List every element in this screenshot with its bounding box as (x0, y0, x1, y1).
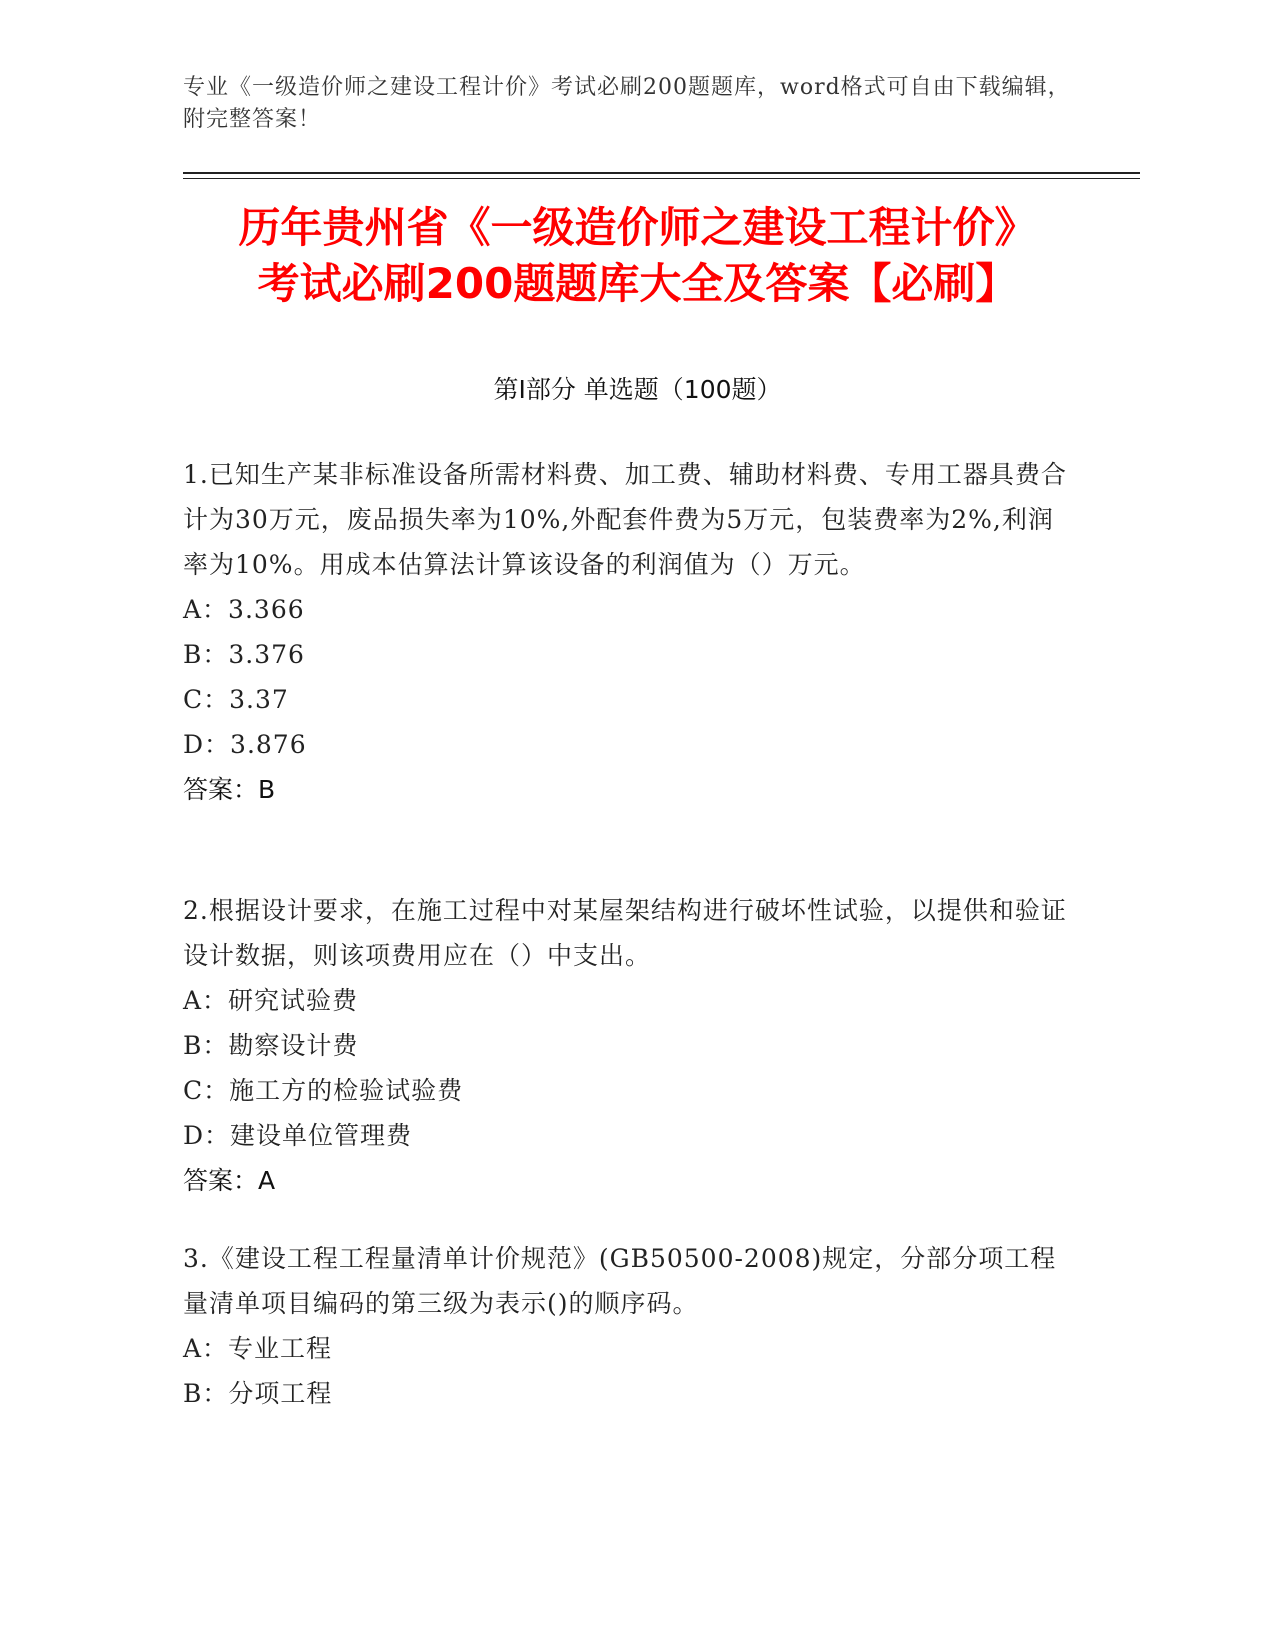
question-stem: 3.《建设工程工程量清单计价规范》(GB50500-2008)规定，分部分项工程量清单项目编码的第三级为表示()的顺序码。 (183, 1244, 1057, 1318)
title-line-1: 历年贵州省《一级造价师之建设工程计价》 (238, 203, 1037, 252)
option-b: B：分项工程 (183, 1379, 333, 1408)
option-a: A：研究试验费 (183, 986, 359, 1015)
option-d: D：3.876 (183, 730, 307, 759)
option-d: D：建设单位管理费 (183, 1121, 413, 1150)
title-line-2: 考试必刷200题题库大全及答案【必刷】 (257, 259, 1018, 308)
answer: 答案：A (183, 1166, 276, 1195)
question-3 (183, 1236, 1073, 1416)
option-b: B：勘察设计费 (183, 1031, 359, 1060)
question-stem: 2.根据设计要求，在施工过程中对某屋架结构进行破坏性试验，以提供和验证设计数据，则该项费用应在（）中支出。 (183, 896, 1067, 970)
header-divider-thin (183, 178, 1140, 179)
option-b: B：3.376 (183, 640, 305, 669)
question-2 (183, 888, 1073, 1203)
question-1 (183, 452, 1073, 812)
section-heading: 第I部分 单选题（100题） (493, 375, 782, 404)
question-stem: 1.已知生产某非标准设备所需材料费、加工费、辅助材料费、专用工器具费合计为30万元，废品损失率为10%,外配套件费为5万元，包装费率为2%,利润率为10%。用成本估算法计算该设备的利润值为（）万元。 (183, 460, 1067, 579)
option-c: C：施工方的检验试验费 (183, 1076, 464, 1105)
answer: 答案：B (183, 775, 276, 804)
option-a: A：专业工程 (183, 1334, 333, 1363)
option-c: C：3.37 (183, 685, 289, 714)
option-a: A：3.366 (183, 595, 305, 624)
document-title (150, 200, 1125, 312)
header-note: 专业《一级造价师之建设工程计价》考试必刷200题题库，word格式可自由下载编辑，附完整答案！ (183, 75, 1071, 132)
header-divider-thick (183, 172, 1140, 174)
